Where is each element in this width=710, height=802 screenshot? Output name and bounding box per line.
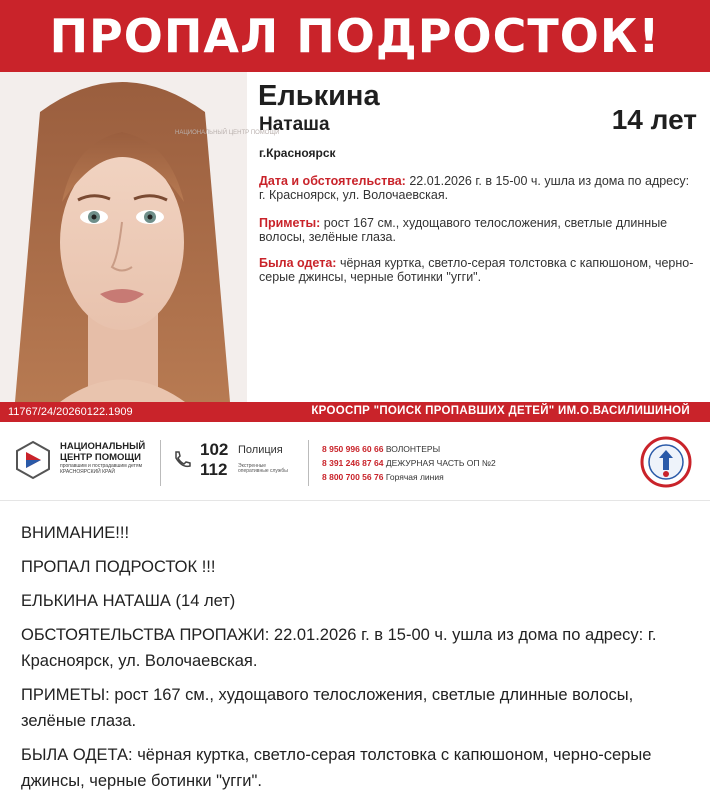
poster-banner: [0, 0, 710, 72]
phone-label: ВОЛОНТЕРЫ: [385, 444, 441, 454]
center-region: КРАСНОЯРСКИЙ КРАЙ: [60, 469, 115, 475]
fact-text: чёрная куртка, светло-серая толстовка с капюшоном, черно-серые джинсы, черные ботинки "угги".: [259, 256, 694, 284]
fact-features: [259, 216, 699, 244]
phone-label: Горячая линия: [385, 472, 444, 482]
fact-text: рост 167 см., худощавого телосложения, светлые длинные волосы, зелёные глаза.: [259, 216, 668, 244]
divider: [308, 440, 309, 486]
phone-volunteers: [322, 442, 496, 456]
fact-circumstances: [259, 174, 699, 202]
person-age: 14 лет: [611, 104, 697, 135]
phone-number: 8 950 996 60 66: [322, 444, 384, 454]
fact-label: Дата и обстоятельства:: [259, 174, 406, 188]
fact-text: 22.01.2026 г. в 15-00 ч. ушла из дома по адресу: г. Красноярск, ул. Волочаевская.: [259, 174, 690, 202]
organization-name: КРООСПР "ПОИСК ПРОПАВШИХ ДЕТЕЙ" ИМ.О.ВАСИЛИШИНОЙ: [311, 405, 690, 417]
post-features: ПРИМЕТЫ: рост 167 см., худощавого телосложения, светлые длинные волосы, зелёные глаза.: [21, 686, 634, 730]
emergency-label-services: Экстренные оперативные службы: [238, 463, 288, 474]
banner-title: ПРОПАЛ ПОДРОСТОК!: [49, 9, 661, 63]
fact-label: Приметы:: [259, 216, 321, 230]
center-title-2: ЦЕНТР ПОМОЩИ: [60, 452, 141, 463]
phone-label: ДЕЖУРНАЯ ЧАСТЬ ОП №2: [385, 458, 496, 468]
center-logo-icon: [13, 440, 53, 480]
person-surname: Елькина: [258, 80, 380, 112]
phone-duty: [322, 456, 496, 470]
center-title-1: НАЦИОНАЛЬНЫЙ: [60, 441, 146, 452]
emblem-icon: [640, 436, 692, 488]
emergency-number-102: 102: [200, 440, 229, 459]
divider: [160, 440, 161, 486]
emergency-number-112: 112: [200, 460, 228, 479]
phone-hotline: [322, 470, 496, 484]
phone-number: 8 391 246 87 64: [322, 458, 384, 468]
organization-bar: [0, 402, 710, 422]
watermark: НАЦИОНАЛЬНЫЙ ЦЕНТР ПОМОЩИ: [175, 130, 280, 136]
phone-number: 8 800 700 56 76: [322, 472, 384, 482]
post-headline: ПРОПАЛ ПОДРОСТОК !!!: [21, 558, 216, 576]
portrait-illustration: [0, 72, 280, 402]
emergency-label-police: Полиция: [238, 444, 283, 456]
post-circumstances: ОБСТОЯТЕЛЬСТВА ПРОПАЖИ: 22.01.2026 г. в 15-00 ч. ушла из дома по адресу: г. Красноярск, ул. Волочаевская.: [21, 626, 657, 670]
person-city: г.Красноярск: [259, 146, 336, 160]
post-name: ЕЛЬКИНА НАТАША (14 лет): [21, 592, 236, 610]
center-subtitle: пропавшим и пострадавшим детям: [60, 463, 143, 469]
post-attention: ВНИМАНИЕ!!!: [21, 524, 130, 542]
phone-icon: [172, 450, 192, 470]
person-firstname: Наташа: [259, 114, 330, 135]
missing-person-photo: [0, 72, 280, 402]
case-id: 11767/24/20260122.1909: [8, 406, 133, 418]
post-text: [21, 520, 691, 802]
contact-phones: [322, 442, 496, 484]
post-clothing: БЫЛА ОДЕТА: чёрная куртка, светло-серая толстовка с капюшоном, черно-серые джинсы, черные ботинки "угги".: [21, 746, 652, 790]
fact-clothing: [259, 256, 699, 284]
contacts-footer: [0, 422, 710, 501]
fact-label: Была одета:: [259, 256, 337, 270]
